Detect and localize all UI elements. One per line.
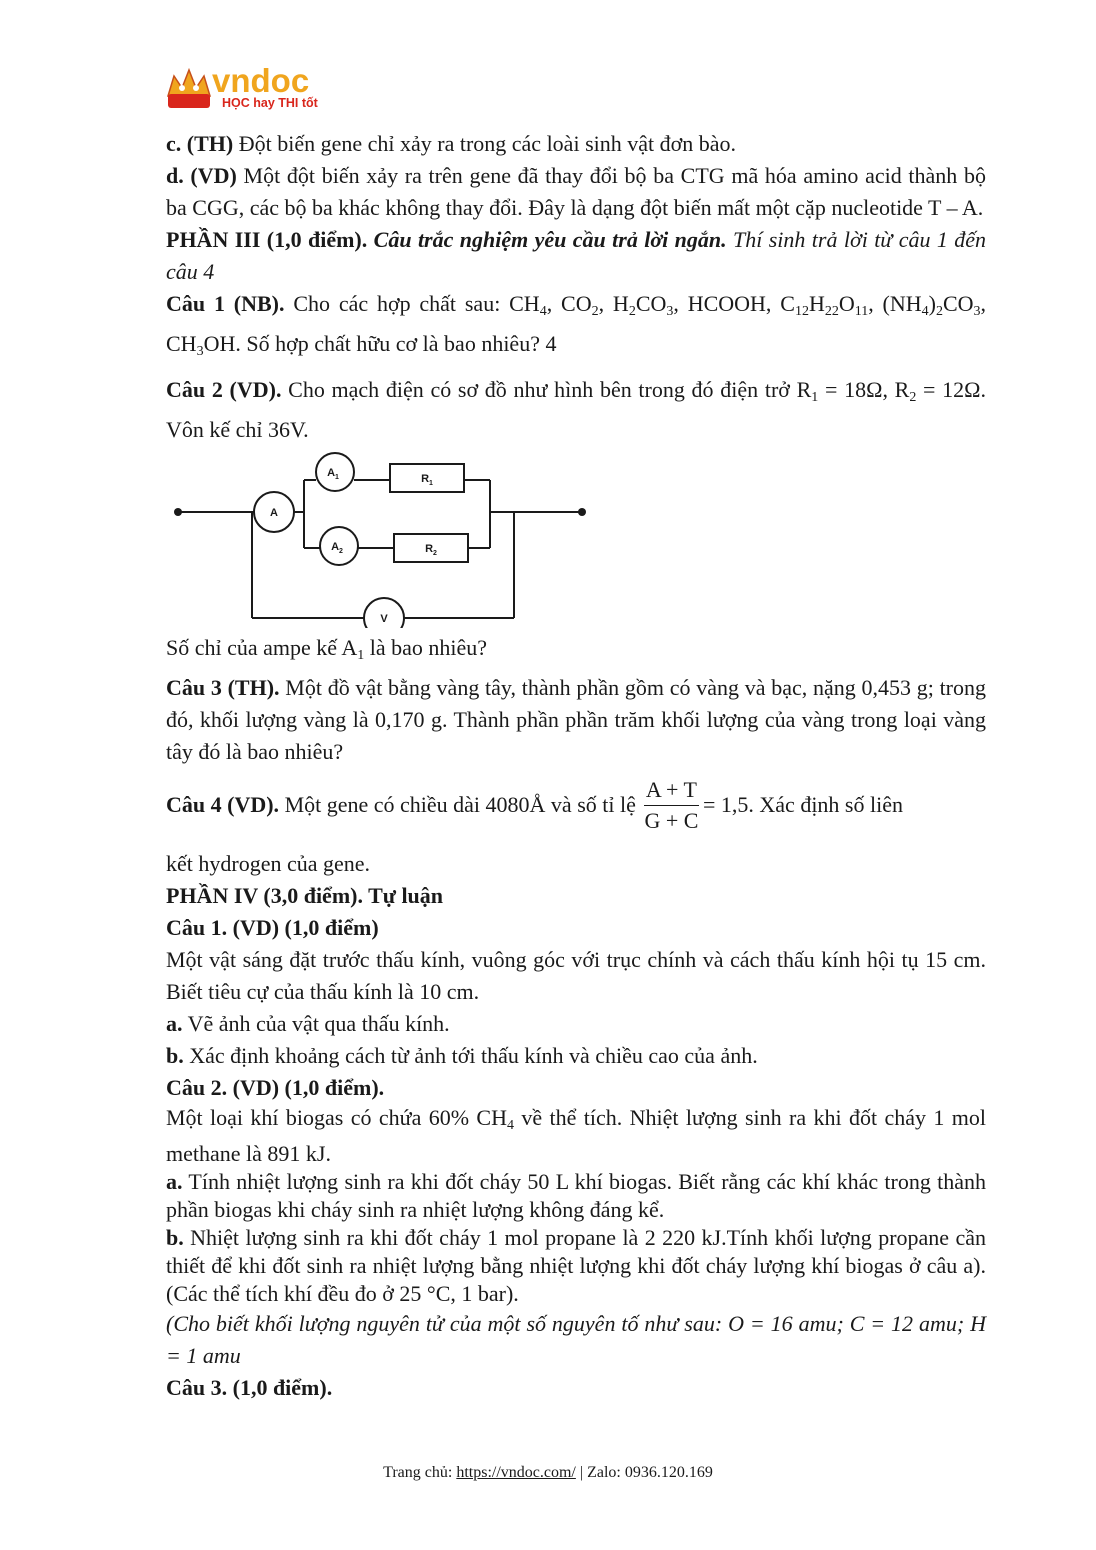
- p4-question-1-text: Một vật sáng đặt trước thấu kính, vuông góc với trục chính và cách thấu kính hội tụ 15 cm. Biết tiêu cự của thấu kính là 10 cm.: [166, 947, 986, 1004]
- ammeter-a1-label: $A_1$: [327, 467, 339, 481]
- p4-question-2-a: a. Tính nhiệt lượng sinh ra khi đốt cháy 50 L khí biogas. Biết rằng các khí khác trong thành phần biogas khi cháy sinh ra nhiệt lượng không đáng kể.: [166, 1169, 986, 1222]
- logo-wordmark: vndoc: [212, 62, 310, 99]
- document-body: [166, 128, 986, 1404]
- terminal-right: [578, 508, 586, 516]
- p4-question-2-text: Một loại khí biogas có chứa 60% $CH_4$ về thể tích. Nhiệt lượng sinh ra khi đốt cháy 1 mol methane là 891 kJ.: [166, 1105, 986, 1166]
- ammeter-a2-label: $A_2$: [331, 541, 343, 555]
- resistor-r2-label: $R_2$: [425, 543, 437, 557]
- p4-question-1-b: b. Xác định khoảng cách từ ảnh tới thấu kính và chiều cao của ảnh.: [166, 1043, 758, 1068]
- question-3: Câu 3 (TH). Một đồ vật bằng vàng tây, thành phần gồm có vàng và bạc, nặng 0,453 g; trong đó, khối lượng vàng là 0,170 g. Thành phần phần trăm khối lượng của vàng trong loại vàng tây đó là bao nhiêu?: [166, 675, 987, 764]
- page-footer: Trang chủ: https://vndoc.com/ | Zalo: 0936.120.169: [383, 1464, 713, 1481]
- ratio-fraction: $\frac{A + T}{G + C}$: [644, 776, 699, 833]
- logo-slogan: HỌC hay THI tốt: [222, 96, 318, 110]
- part4-heading: PHẦN IV (3,0 điểm). Tự luận: [166, 883, 444, 908]
- p4-question-3-title: Câu 3. (1,0 điểm).: [166, 1375, 333, 1400]
- p4-question-2-title: Câu 2. (VD) (1,0 điểm).: [166, 1075, 385, 1100]
- question-4-cont: kết hydrogen của gene.: [166, 851, 371, 876]
- p4-question-1-a: a. Vẽ ảnh của vật qua thấu kính.: [166, 1011, 450, 1036]
- vndoc-logo[interactable]: [164, 64, 364, 118]
- circuit-diagram: [168, 452, 598, 628]
- p4-question-1-title: Câu 1. (VD) (1,0 điểm): [166, 915, 379, 940]
- question-2-ask: Số chỉ của ampe kế $A_1$ là bao nhiêu?: [166, 635, 488, 663]
- homepage-link[interactable]: https://vndoc.com/: [456, 1464, 576, 1481]
- p4-question-2-b: b. Nhiệt lượng sinh ra khi đốt cháy 1 mol propane là 2 220 kJ.Tính khối lượng propane cần thiết để khi đốt sinh ra nhiệt lượng bằng nhiệt lượng khi đốt cháy lượng khí biogas ở câu a). (Các thể tích khí đều đo ở 25 °C, 1 bar).: [166, 1225, 986, 1306]
- part3-heading: PHẦN III (1,0 điểm). Câu trắc nghiệm yêu cầu trả lời ngắn. Thí sinh trả lời từ câu 1 đến câu 4: [166, 227, 986, 284]
- terminal-left: [174, 508, 182, 516]
- question-1: Câu 1 (NB). Cho các hợp chất sau: $CH_4$, $CO_2$, $H_2CO_3$, HCOOH, $C_{12}H_{22}O_{11}$, $(NH_4)_2CO_3$, $CH_3OH$. Số hợp chất hữu cơ là bao nhiêu? 4: [166, 291, 987, 359]
- ammeter-main-label: A: [270, 507, 278, 519]
- crown-mascot-icon: [164, 66, 214, 112]
- option-c: c. (TH) Đột biến gene chỉ xảy ra trong các loài sinh vật đơn bào.: [166, 131, 737, 156]
- question-2: Câu 2 (VD). Cho mạch điện có sơ đồ như hình bên trong đó điện trở $R_1 = 18\Omega$, $R_2 = 12\Omega$. Vôn kế chỉ 36V.: [166, 377, 986, 442]
- resistor-r1-label: $R_1$: [421, 473, 433, 487]
- atomic-mass-note: (Cho biết khối lượng nguyên tử của một số nguyên tố như sau: O = 16 amu; C = 12 amu; H = 1 amu: [166, 1311, 986, 1368]
- voltmeter-label: V: [380, 613, 388, 625]
- option-d: d. (VD) Một đột biến xảy ra trên gene đã thay đổi bộ ba CTG mã hóa amino acid thành bộ ba CGG, các bộ ba khác không thay đổi. Đây là dạng đột biến mất một cặp nucleotide T – A.: [166, 163, 986, 220]
- question-4: Câu 4 (VD). Một gene có chiều dài 4080Å và số tỉ lệ $\frac{A + T}{G + C}$ = 1,5. Xác định số liên: [166, 772, 986, 838]
